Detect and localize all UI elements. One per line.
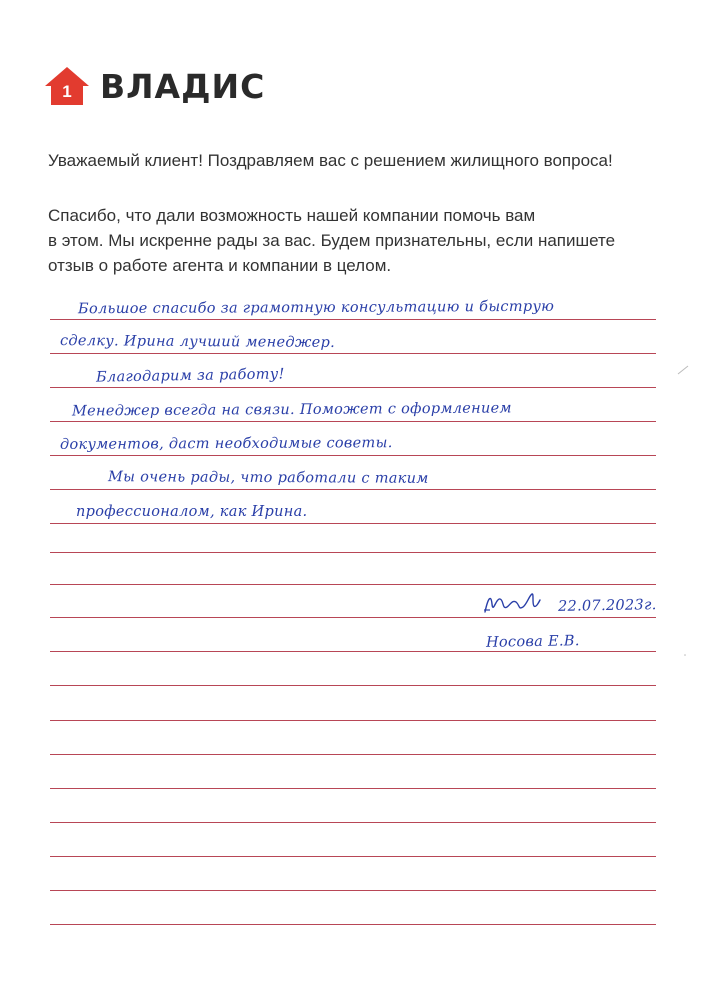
ruled-line	[50, 387, 656, 388]
ruled-line	[50, 651, 656, 652]
ruled-line	[50, 489, 656, 490]
ruled-line	[50, 890, 656, 891]
review-line: Большое спасибо за грамотную консультацию и быструю	[77, 298, 555, 318]
ruled-line	[50, 720, 656, 721]
ruled-line	[50, 421, 656, 422]
ruled-line	[50, 353, 656, 354]
intro-paragraph	[48, 203, 668, 278]
ruled-line	[50, 822, 656, 823]
ruled-line	[50, 584, 656, 585]
ruled-line	[50, 924, 656, 925]
signature-icon	[482, 590, 542, 618]
review-line: сделку. Ирина лучший менеджер.	[59, 333, 336, 351]
review-line: документов, даст необходимые советы.	[59, 435, 393, 453]
ruled-line	[50, 788, 656, 789]
review-author: Носова Е.В.	[485, 633, 580, 651]
review-line: профессионалом, как Ирина.	[76, 504, 308, 520]
ruled-line	[50, 856, 656, 857]
ruled-line	[50, 552, 656, 553]
intro-line: в этом. Мы искренне рады за вас. Будем признательны, если напишете	[48, 231, 616, 250]
scan-speck-icon	[680, 650, 690, 660]
review-line: Благодарим за работу!	[95, 366, 285, 386]
ruled-line	[50, 685, 656, 686]
review-date: 22.07.2023г.	[557, 597, 657, 615]
ruled-line	[50, 617, 656, 618]
intro-line: Спасибо, что дали возможность нашей компании помочь вам	[48, 206, 536, 225]
brand-logo	[44, 66, 265, 106]
house-key-logo-icon	[44, 66, 90, 106]
review-line: Менеджер всегда на связи. Поможет с оформлением	[71, 400, 512, 420]
ruled-line	[50, 455, 656, 456]
ruled-line	[50, 754, 656, 755]
greeting-text: Уважаемый клиент! Поздравляем вас с решением жилищного вопроса!	[48, 151, 613, 170]
intro-line: отзыв о работе агента и компании в целом.	[48, 256, 392, 275]
review-line: Мы очень рады, что работали с таким	[107, 469, 429, 487]
logo-badge-number: 1	[62, 82, 72, 101]
ruled-line	[50, 319, 656, 320]
ruled-line	[50, 523, 656, 524]
scan-speck-icon	[676, 360, 696, 380]
brand-name: ВЛАДИС	[100, 66, 266, 106]
